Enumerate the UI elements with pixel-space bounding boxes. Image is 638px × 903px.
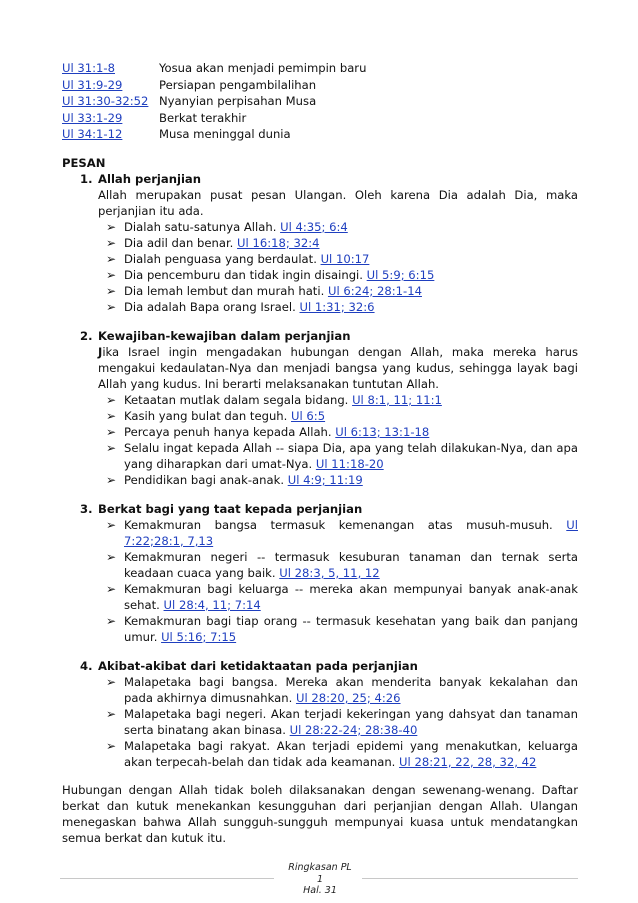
list-item-text [124, 738, 578, 770]
section-heading [80, 171, 578, 187]
item-text: Dia pencemburu dan tidak ingin disaingi. [124, 267, 367, 282]
item-text: Malapetaka bagi bangsa. Mereka akan menderita banyak kekalahan dan pada akhirnya dimusnahkan. [124, 674, 578, 705]
arrow-bullet-icon: ➢ [106, 549, 117, 564]
arrow-bullet-icon: ➢ [106, 267, 117, 282]
list-item-text [124, 251, 578, 267]
outline-ref-cell [62, 110, 159, 127]
arrow-bullet-icon: ➢ [106, 408, 117, 423]
item-text: Kemakmuran bagi keluarga -- mereka akan mempunyai banyak anak-anak sehat. [124, 581, 578, 612]
section-title: Akibat-akibat dari ketidaktaatan pada perjanjian [98, 658, 418, 673]
scripture-link[interactable]: Ul 16:18; 32:4 [237, 235, 320, 250]
item-text: Kasih yang bulat dan teguh. [124, 408, 292, 423]
scripture-link[interactable]: Ul 4:9; 11:19 [287, 472, 363, 487]
list-item-text [124, 674, 578, 706]
pesan-heading: PESAN [62, 155, 106, 170]
outline-row [62, 60, 578, 77]
document-page [62, 60, 578, 846]
arrow-bullet-icon: ➢ [106, 392, 117, 407]
list-item [98, 408, 578, 424]
scripture-link[interactable]: Ul 28:21, 22, 28, 32, 42 [399, 754, 537, 769]
list-item [98, 251, 578, 267]
outline-ref-cell [62, 77, 159, 94]
arrow-bullet-icon: ➢ [106, 251, 117, 266]
outline-row [62, 110, 578, 127]
item-text: Dia adil dan benar. [124, 235, 238, 250]
section-intro [98, 187, 578, 219]
item-text: Percaya penuh hanya kepada Allah. [124, 424, 336, 439]
outline-description: Yosua akan menjadi pemimpin baru [159, 61, 367, 75]
intro-text: ika Israel ingin mengadakan hubungan dengan Allah, maka mereka harus mengakui kedaulatan-Nya dan menjadi bangsa yang kudus, sehingga layak bagi Allah yang kudus. Ini berarti melaksanakan tuntutan Allah. [98, 344, 578, 391]
arrow-bullet-icon: ➢ [106, 235, 117, 250]
scripture-link[interactable]: Ul 7:22;28:1, 7,13 [124, 517, 578, 548]
section-number: 3. [80, 501, 93, 516]
section-title: Kewajiban-kewajiban dalam perjanjian [98, 328, 351, 343]
item-text: Dialah satu-satunya Allah. [124, 219, 281, 234]
list-item [98, 549, 578, 581]
bullet-list [98, 517, 578, 645]
list-item-text [124, 219, 578, 235]
list-item-text [124, 472, 578, 488]
outline-description: Berkat terakhir [159, 110, 247, 125]
scripture-link[interactable]: Ul 28:22-24; 28:38-40 [289, 722, 418, 737]
scripture-link[interactable]: Ul 31:30-32:52 [62, 94, 149, 108]
item-text: Pendidikan bagi anak-anak. [124, 472, 288, 487]
section-heading [80, 328, 578, 344]
section-heading [80, 501, 578, 517]
closing-paragraph: Hubungan dengan Allah tidak boleh dilaksanakan dengan sewenang-wenang. Daftar berkat dan kutuk menekankan kesungguhan dari perjanjian dengan Allah. Ulangan menegaskan bahwa Allah sungguh-sungguh mempunyai kuasa untuk mendatangkan semua berkat dan kutuk itu. [62, 782, 578, 845]
arrow-bullet-icon: ➢ [106, 674, 117, 689]
arrow-bullet-icon: ➢ [106, 613, 117, 628]
list-item [98, 267, 578, 283]
scripture-link[interactable]: Ul 31:9-29 [62, 77, 123, 92]
scripture-link[interactable]: Ul 28:20, 25; 4:26 [295, 690, 401, 705]
arrow-bullet-icon: ➢ [106, 581, 117, 596]
intro-text: Allah merupakan pusat pesan Ulangan. Oleh karena Dia adalah Dia, maka perjanjian itu ada. [98, 187, 578, 218]
bullet-list [98, 392, 578, 488]
scripture-link[interactable]: Ul 5:9; 6:15 [366, 267, 435, 282]
list-item-text [124, 392, 578, 408]
list-item [98, 472, 578, 488]
list-item [98, 299, 578, 315]
outline-description: Musa meninggal dunia [159, 127, 291, 141]
list-item [98, 517, 578, 549]
section-title: Allah perjanjian [98, 171, 201, 186]
list-item [98, 738, 578, 770]
item-text: Selalu ingat kepada Allah -- siapa Dia, apa yang telah dilakukan-Nya, dan apa yang diharapkan dari umat-Nya. [124, 440, 578, 471]
list-item-text [124, 283, 578, 299]
item-text: Malapetaka bagi rakyat. Akan terjadi epidemi yang menakutkan, keluarga akan terpecah-belah dan tidak ada keamanan. [124, 738, 578, 769]
page-footer [60, 862, 580, 897]
scripture-link[interactable]: Ul 33:1-29 [62, 110, 123, 125]
outline-row [62, 93, 578, 110]
item-text: Malapetaka bagi negeri. Akan terjadi kekeringan yang dahsyat dan tanaman serta binatang akan binasa. [124, 706, 578, 737]
list-item-text [124, 235, 578, 251]
scripture-link[interactable]: Ul 4:35; 6:4 [280, 219, 348, 234]
section-number: 2. [80, 328, 93, 343]
section-number: 1. [80, 171, 93, 186]
list-item [98, 440, 578, 472]
item-text: Kemakmuran negeri -- termasuk kesuburan tanaman dan ternak serta keadaan cuaca yang baik. [124, 549, 578, 580]
outline-row [62, 126, 578, 143]
arrow-bullet-icon: ➢ [106, 424, 117, 439]
arrow-bullet-icon: ➢ [106, 517, 117, 532]
section-intro [98, 344, 578, 392]
list-item [98, 283, 578, 299]
item-text: Ketaatan mutlak dalam segala bidang. [124, 392, 353, 407]
section [80, 488, 578, 645]
list-item [98, 235, 578, 251]
scripture-link[interactable]: Ul 28:4, 11; 7:14 [163, 597, 261, 612]
list-item [98, 613, 578, 645]
outline-ref-cell [62, 60, 159, 77]
list-item [98, 581, 578, 613]
list-item [98, 219, 578, 235]
intro-drop-letter: J [98, 344, 103, 359]
item-text: Dialah penguasa yang berdaulat. [124, 251, 321, 266]
section [80, 645, 578, 770]
bullet-list [98, 219, 578, 315]
arrow-bullet-icon: ➢ [106, 472, 117, 487]
item-text: Dia adalah Bapa orang Israel. [124, 299, 300, 314]
section-number: 4. [80, 658, 93, 673]
list-item-text [124, 267, 578, 283]
footer-hal: Hal. 31 [303, 885, 337, 896]
scripture-link[interactable]: Ul 11:18-20 [315, 456, 384, 471]
scripture-link[interactable]: Ul 10:17 [320, 251, 370, 266]
scripture-link[interactable]: Ul 6:24; 28:1-14 [327, 283, 422, 298]
footer-title: Ringkasan PL [288, 862, 352, 873]
arrow-bullet-icon: ➢ [106, 738, 117, 753]
list-item-text [124, 408, 578, 424]
bullet-list [98, 674, 578, 770]
section-spacer [80, 488, 578, 501]
list-item-text [124, 424, 578, 440]
section [80, 171, 578, 315]
list-item [98, 706, 578, 738]
section-title: Berkat bagi yang taat kepada perjanjian [98, 501, 363, 516]
list-item-text [124, 440, 578, 472]
scripture-link[interactable]: Ul 31:1-8 [62, 61, 115, 75]
arrow-bullet-icon: ➢ [106, 283, 117, 298]
list-item [98, 424, 578, 440]
scripture-link[interactable]: Ul 8:1, 11; 11:1 [352, 392, 442, 407]
list-item-text [124, 299, 578, 315]
list-item-text [124, 581, 578, 613]
item-text: Kemakmuran bagi tiap orang -- termasuk kesehatan yang baik dan panjang umur. [124, 613, 578, 644]
outline-ref-cell [62, 126, 159, 143]
list-item-text [124, 517, 578, 549]
outline-description: Nyanyian perpisahan Musa [159, 94, 317, 108]
list-item-text [124, 613, 578, 645]
arrow-bullet-icon: ➢ [106, 219, 117, 234]
arrow-bullet-icon: ➢ [106, 440, 117, 455]
arrow-bullet-icon: ➢ [106, 706, 117, 721]
section [80, 315, 578, 488]
scripture-link[interactable]: Ul 6:5 [291, 408, 326, 423]
scripture-link[interactable]: Ul 5:16; 7:15 [161, 629, 237, 644]
list-item [98, 392, 578, 408]
outline-description: Persiapan pengambilalihan [159, 77, 317, 92]
arrow-bullet-icon: ➢ [106, 299, 117, 314]
list-item-text [124, 549, 578, 581]
outline-ref-cell [62, 93, 159, 110]
sections [62, 171, 578, 770]
outline-row [62, 77, 578, 94]
footer-page-number: 1 [316, 873, 324, 885]
scripture-link[interactable]: Ul 28:3, 5, 11, 12 [279, 565, 380, 580]
scripture-link[interactable]: Ul 6:13; 13:1-18 [335, 424, 430, 439]
scripture-link[interactable]: Ul 34:1-12 [62, 127, 123, 141]
section-spacer [80, 645, 578, 658]
outline-table [62, 60, 578, 143]
scripture-link[interactable]: Ul 1:31; 32:6 [299, 299, 375, 314]
section-spacer [80, 315, 578, 328]
list-item [98, 674, 578, 706]
list-item-text [124, 706, 578, 738]
item-text: Kemakmuran bangsa termasuk kemenangan atas musuh-musuh. [124, 517, 567, 532]
item-text: Dia lemah lembut dan murah hati. [124, 283, 328, 298]
section-heading [80, 658, 578, 674]
